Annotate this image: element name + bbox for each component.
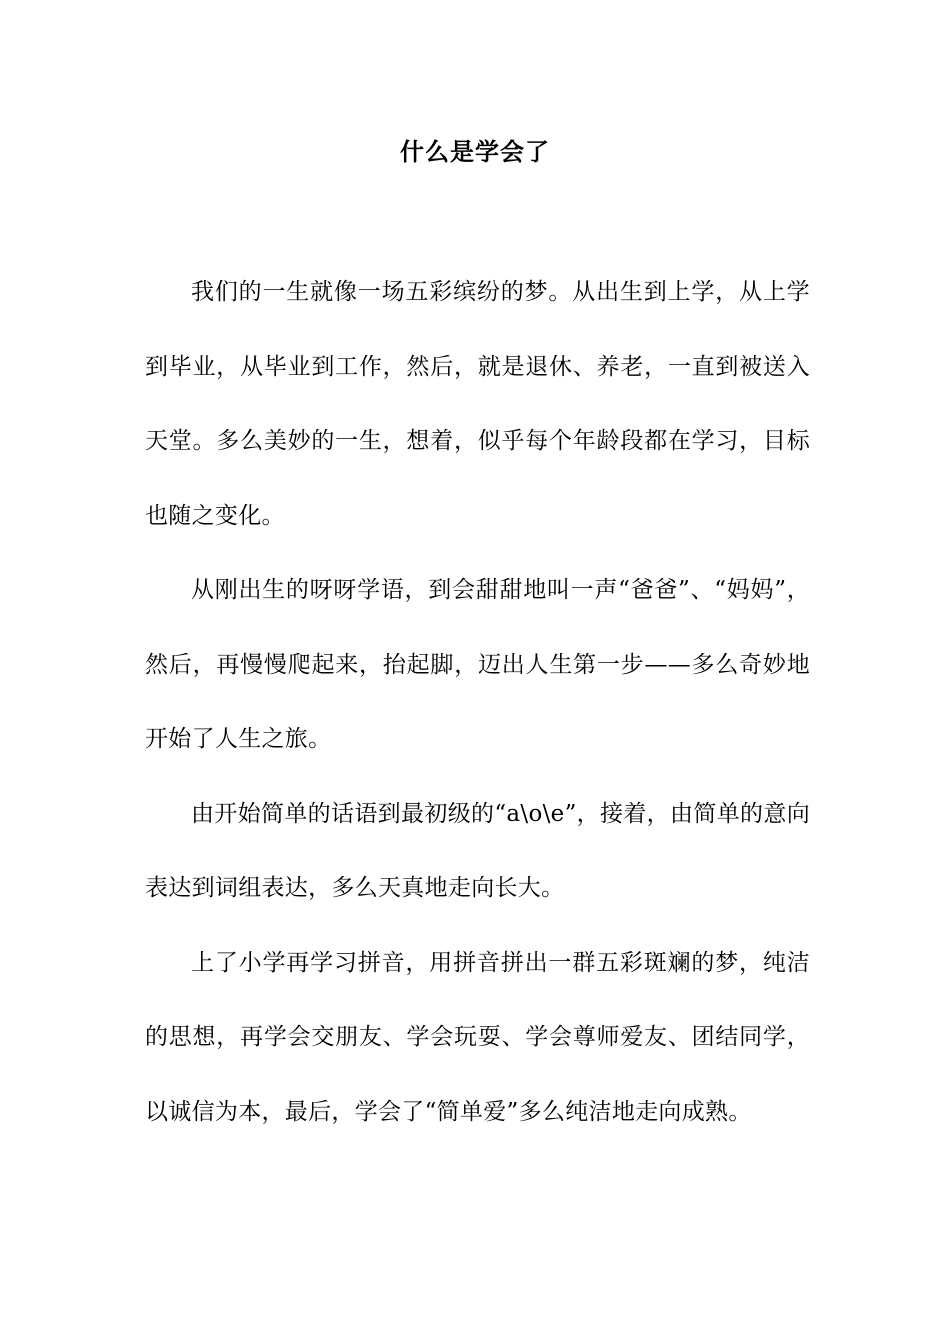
paragraph-4: 上了小学再学习拼音，用拼音拼出一群五彩斑斓的梦，纯洁的思想，再学会交朋友、学会玩耍、学会尊师爱友、团结同学，以诚信为本，最后，学会了“简单爱”多么纯洁地走向成熟。 (145, 949, 810, 1125)
paragraph-3: 由开始简单的话语到最初级的“a\o\e”，接着，由简单的意向表达到词组表达，多么天真地走向长大。 (145, 800, 810, 901)
paragraph-2: 从刚出生的呀呀学语，到会甜甜地叫一声“爸爸”、“妈妈”，然后，再慢慢爬起来，抬起脚，迈出人生第一步——多么奇妙地开始了人生之旅。 (145, 577, 810, 752)
document-title: 什么是学会了 (400, 137, 550, 166)
paragraph-1: 我们的一生就像一场五彩缤纷的梦。从出生到上学，从上学到毕业，从毕业到工作，然后，就是退休、养老，一直到被送入天堂。多么美妙的一生，想着，似乎每个年龄段都在学习，目标也随之变化。 (145, 279, 810, 529)
document-body (145, 255, 810, 1149)
